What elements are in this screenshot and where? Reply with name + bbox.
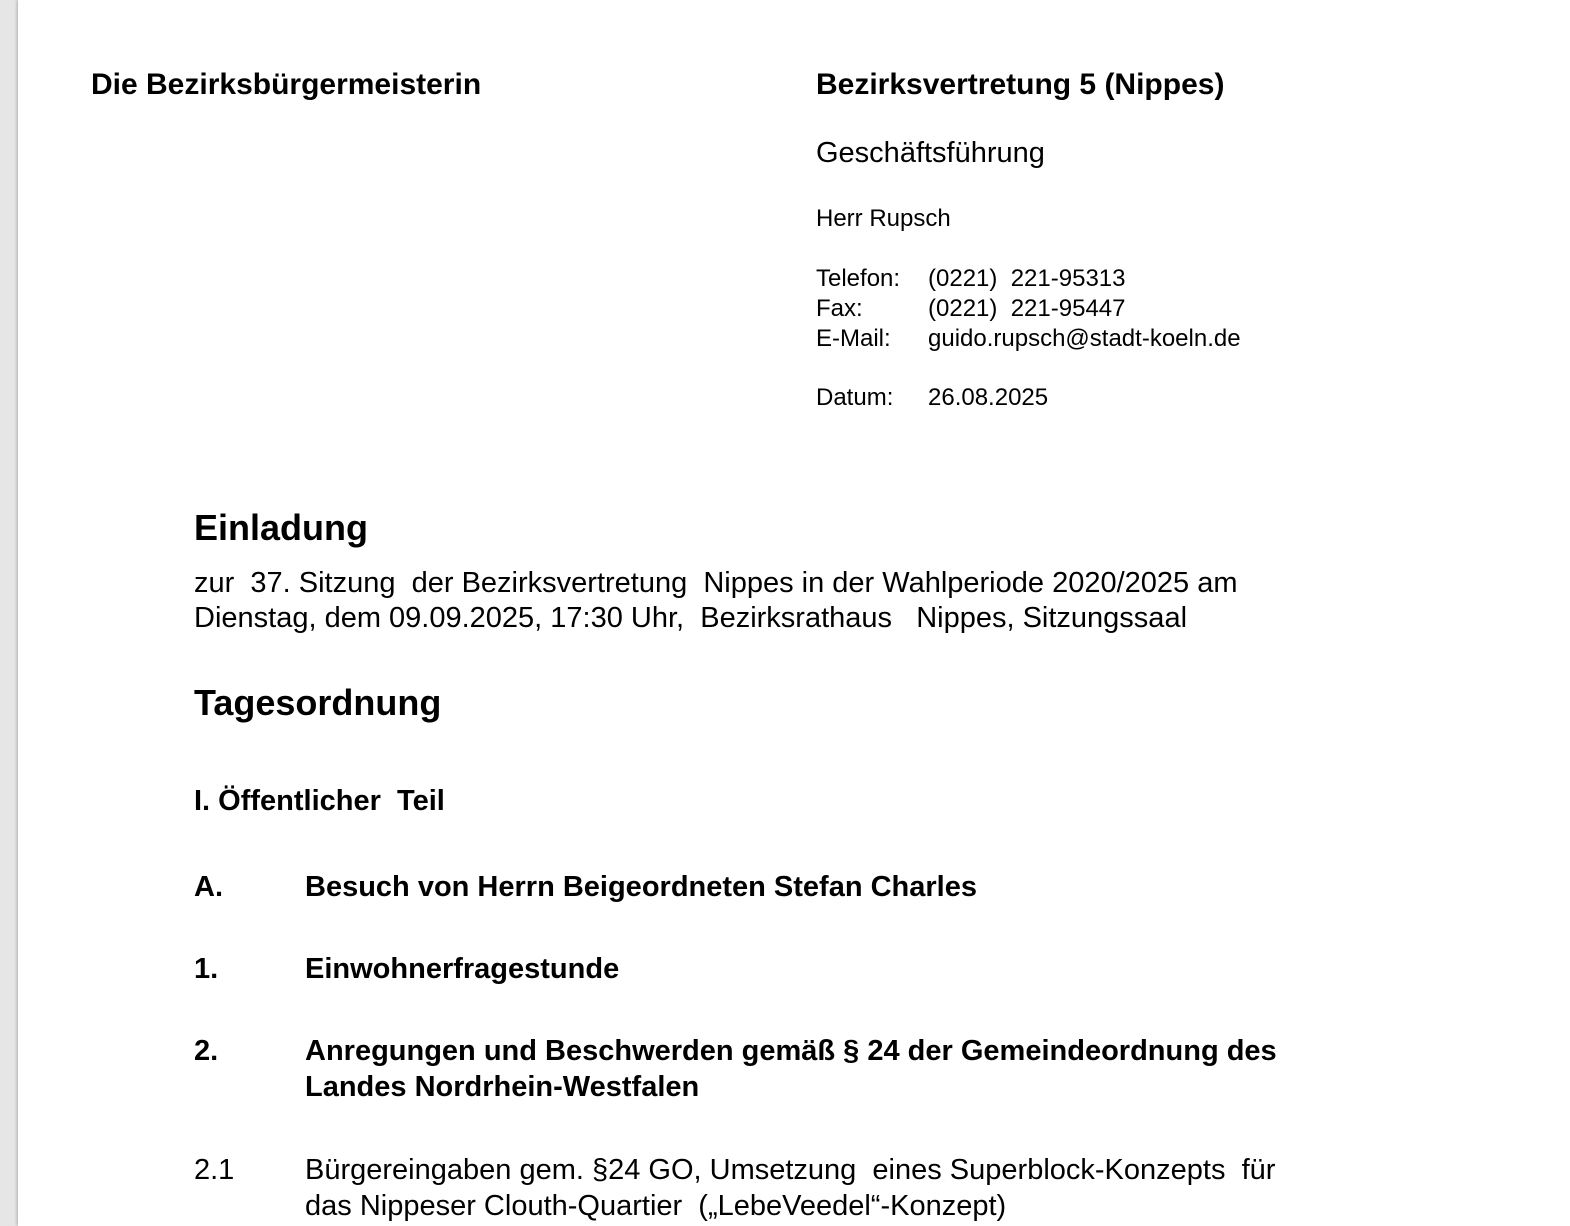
agenda-item-line: Landes Nordrhein-Westfalen [305, 1071, 700, 1103]
contact-email-row [816, 325, 1241, 355]
agenda-item-number: A. [194, 871, 223, 903]
agenda-item-number: 2. [194, 1035, 219, 1067]
date-label: Datum: [816, 384, 894, 411]
agenda-item-line: Einwohnerfragestunde [305, 953, 620, 985]
section-heading: I. Öffentlicher Teil [194, 785, 445, 817]
agenda-item [194, 1152, 1275, 1224]
contact-label: Telefon: [816, 265, 901, 292]
contact-phone: (0221) 221-95313 [928, 265, 1126, 292]
invitation-line: zur 37. Sitzung der Bezirksvertretung Nippes in der Wahlperiode 2020/2025 am [194, 567, 1238, 599]
contact-details [816, 265, 1241, 355]
contact-phone-row [816, 265, 1241, 295]
agenda-heading: Tagesordnung [194, 682, 442, 723]
agenda-item-number: 2.1 [194, 1154, 235, 1186]
date-value: 26.08.2025 [928, 384, 1049, 411]
agenda-item-title [305, 951, 619, 987]
agenda-item [194, 951, 619, 987]
invitation-heading: Einladung [194, 507, 368, 548]
contact-email: guido.rupsch@stadt-koeln.de [928, 325, 1241, 352]
contact-label: Fax: [816, 295, 863, 322]
office-name: Bezirksvertretung 5 (Nippes) [816, 68, 1225, 101]
date-row [816, 384, 1048, 412]
sender-title: Die Bezirksbürgermeisterin [91, 68, 482, 101]
agenda-item [194, 1033, 1277, 1105]
invitation-line: Dienstag, dem 09.09.2025, 17:30 Uhr, Bezirksrathaus Nippes, Sitzungssaal [194, 602, 1188, 634]
agenda-item [194, 869, 977, 905]
office-department: Geschäftsführung [816, 137, 1045, 169]
agenda-item-title [305, 1152, 1275, 1224]
contact-person: Herr Rupsch [816, 205, 951, 232]
contact-label: E-Mail: [816, 325, 891, 352]
contact-fax: (0221) 221-95447 [928, 295, 1126, 322]
agenda-item-number: 1. [194, 953, 219, 985]
agenda-item-line: Besuch von Herrn Beigeordneten Stefan Charles [305, 871, 977, 903]
agenda-item-line: Bürgereingaben gem. §24 GO, Umsetzung eines Superblock-Konzepts für [305, 1154, 1276, 1186]
agenda-item-title [305, 869, 977, 905]
invitation-text [194, 566, 1238, 636]
document-page [18, 0, 1570, 1226]
agenda-item-line: Anregungen und Beschwerden gemäß § 24 der Gemeindeordnung des [305, 1035, 1277, 1067]
agenda-item-title [305, 1033, 1277, 1105]
contact-fax-row [816, 295, 1241, 325]
agenda-item-line: das Nippeser Clouth-Quartier („LebeVeedel“-Konzept) [305, 1190, 1007, 1222]
